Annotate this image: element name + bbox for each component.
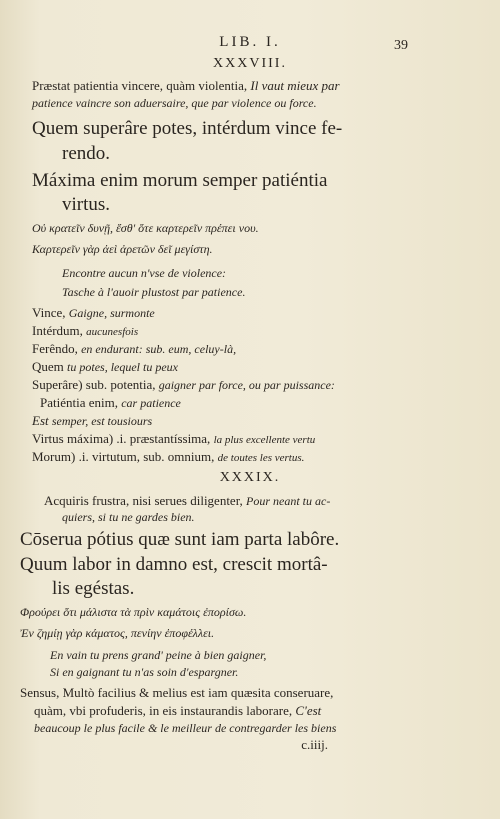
verse-line: Quum labor in damno est, crescit mortâ- bbox=[20, 554, 328, 575]
verse-line: Quem superâre potes, intérdum vince fe- bbox=[32, 118, 343, 139]
gloss-latin: Patiéntia enim, bbox=[40, 395, 118, 410]
gloss-line bbox=[32, 413, 152, 429]
motto-line bbox=[32, 78, 340, 94]
gloss-latin: Quem bbox=[32, 359, 64, 374]
motto-line bbox=[44, 493, 330, 509]
french-translation: Si en gaignant tu n'as soin d'espargner. bbox=[50, 665, 239, 679]
motto-latin: Præstat patientia vincere, quàm violentia, bbox=[32, 78, 248, 93]
gloss-line bbox=[32, 449, 304, 465]
gloss-latin: Morum) .i. virtutum, sub. omnium, bbox=[32, 449, 215, 464]
gloss-french: tu potes, lequel tu peux bbox=[67, 360, 179, 374]
gloss-line bbox=[32, 305, 155, 321]
running-title: LIB. I. bbox=[219, 34, 281, 50]
gloss-french: aucunesfois bbox=[86, 326, 139, 338]
verse-line: virtus. bbox=[62, 194, 111, 215]
gloss-french: en endurant: sub. eum, celuy-là, bbox=[81, 342, 237, 356]
prose-line: beaucoup le plus facile & le meilleur de contregarder les biens bbox=[34, 721, 337, 735]
gloss-french: gaigner par force, ou par puissance: bbox=[158, 378, 335, 392]
gloss-latin: Superâre) sub. potentia, bbox=[32, 377, 156, 392]
motto-latin: Acquiris frustra, nisi serues diligenter, bbox=[44, 493, 243, 508]
gloss-french: semper, est tousiours bbox=[51, 414, 153, 428]
gloss-french: Gaigne, surmonte bbox=[68, 306, 155, 320]
section-number: XXXIX. bbox=[219, 470, 281, 485]
motto-french: Il vaut mieux par bbox=[250, 78, 340, 93]
prose-line bbox=[34, 703, 321, 719]
gloss-latin: Virtus máxima) .i. præstantíssima, bbox=[32, 431, 211, 446]
greek-line: Οὐ κρατεῖν δυνῇ, ἔσθ' ὅτε καρτερεῖν πρέπει νου. bbox=[32, 221, 259, 235]
gloss-latin: Intérdum, bbox=[32, 323, 83, 338]
french-translation: Encontre aucun n'vse de violence: bbox=[62, 266, 227, 280]
prose-line: Sensus, Multò facilius & melius est iam quæsita conseruare, bbox=[20, 685, 334, 700]
verse-line: rendo. bbox=[62, 143, 111, 164]
gloss-line bbox=[32, 377, 335, 393]
gloss-line bbox=[40, 395, 181, 411]
greek-line: Φρούρει ὅτι μάλιστα τὰ πρὶν καμάτοις ἐπορίσω. bbox=[20, 605, 247, 619]
gloss-latin: Vince, bbox=[32, 305, 66, 320]
gloss-latin: Ferêndo, bbox=[32, 341, 78, 356]
french-translation: En vain tu prens grand' peine à bien gaigner, bbox=[50, 648, 267, 662]
motto-french-cont: patience vaincre son aduersaire, que par violence ou force. bbox=[32, 96, 317, 110]
french-translation: Tasche à l'auoir plustost par patience. bbox=[62, 285, 246, 299]
verse-line: Máxima enim morum semper patiéntia bbox=[32, 170, 328, 191]
gloss-latin: Est bbox=[32, 413, 49, 428]
motto-french: Pour neant tu ac- bbox=[246, 494, 331, 508]
section-number: XXXVIII. bbox=[213, 56, 287, 71]
gloss-french: la plus excellente vertu bbox=[213, 434, 316, 446]
gloss-line bbox=[32, 431, 315, 447]
motto-french-cont: quiers, si tu ne gardes bien. bbox=[62, 510, 195, 524]
gloss-french: de toutes les vertus. bbox=[217, 452, 305, 464]
gloss-line bbox=[32, 359, 178, 375]
verse-line: lis egéstas. bbox=[52, 578, 135, 599]
gloss-line bbox=[32, 323, 138, 339]
prose-french: C'est bbox=[295, 703, 322, 718]
page-number: 39 bbox=[394, 38, 408, 53]
gloss-line bbox=[32, 341, 236, 357]
verse-line: Cōserua pótius quæ sunt iam parta labôre. bbox=[20, 529, 340, 550]
prose-latin: quàm, vbi profuderis, in eis instaurandis laborare, bbox=[34, 703, 293, 718]
greek-line: Ἐν ζημίῃ γὰρ κάματος, πενίην ἐποφέλλει. bbox=[20, 626, 215, 640]
gloss-french: car patience bbox=[121, 396, 181, 410]
greek-line: Καρτερεῖν γὰρ ἀεὶ ἀρετῶν δεῖ μεγίστη. bbox=[32, 242, 213, 256]
signature-mark: c.iiij. bbox=[301, 737, 328, 752]
